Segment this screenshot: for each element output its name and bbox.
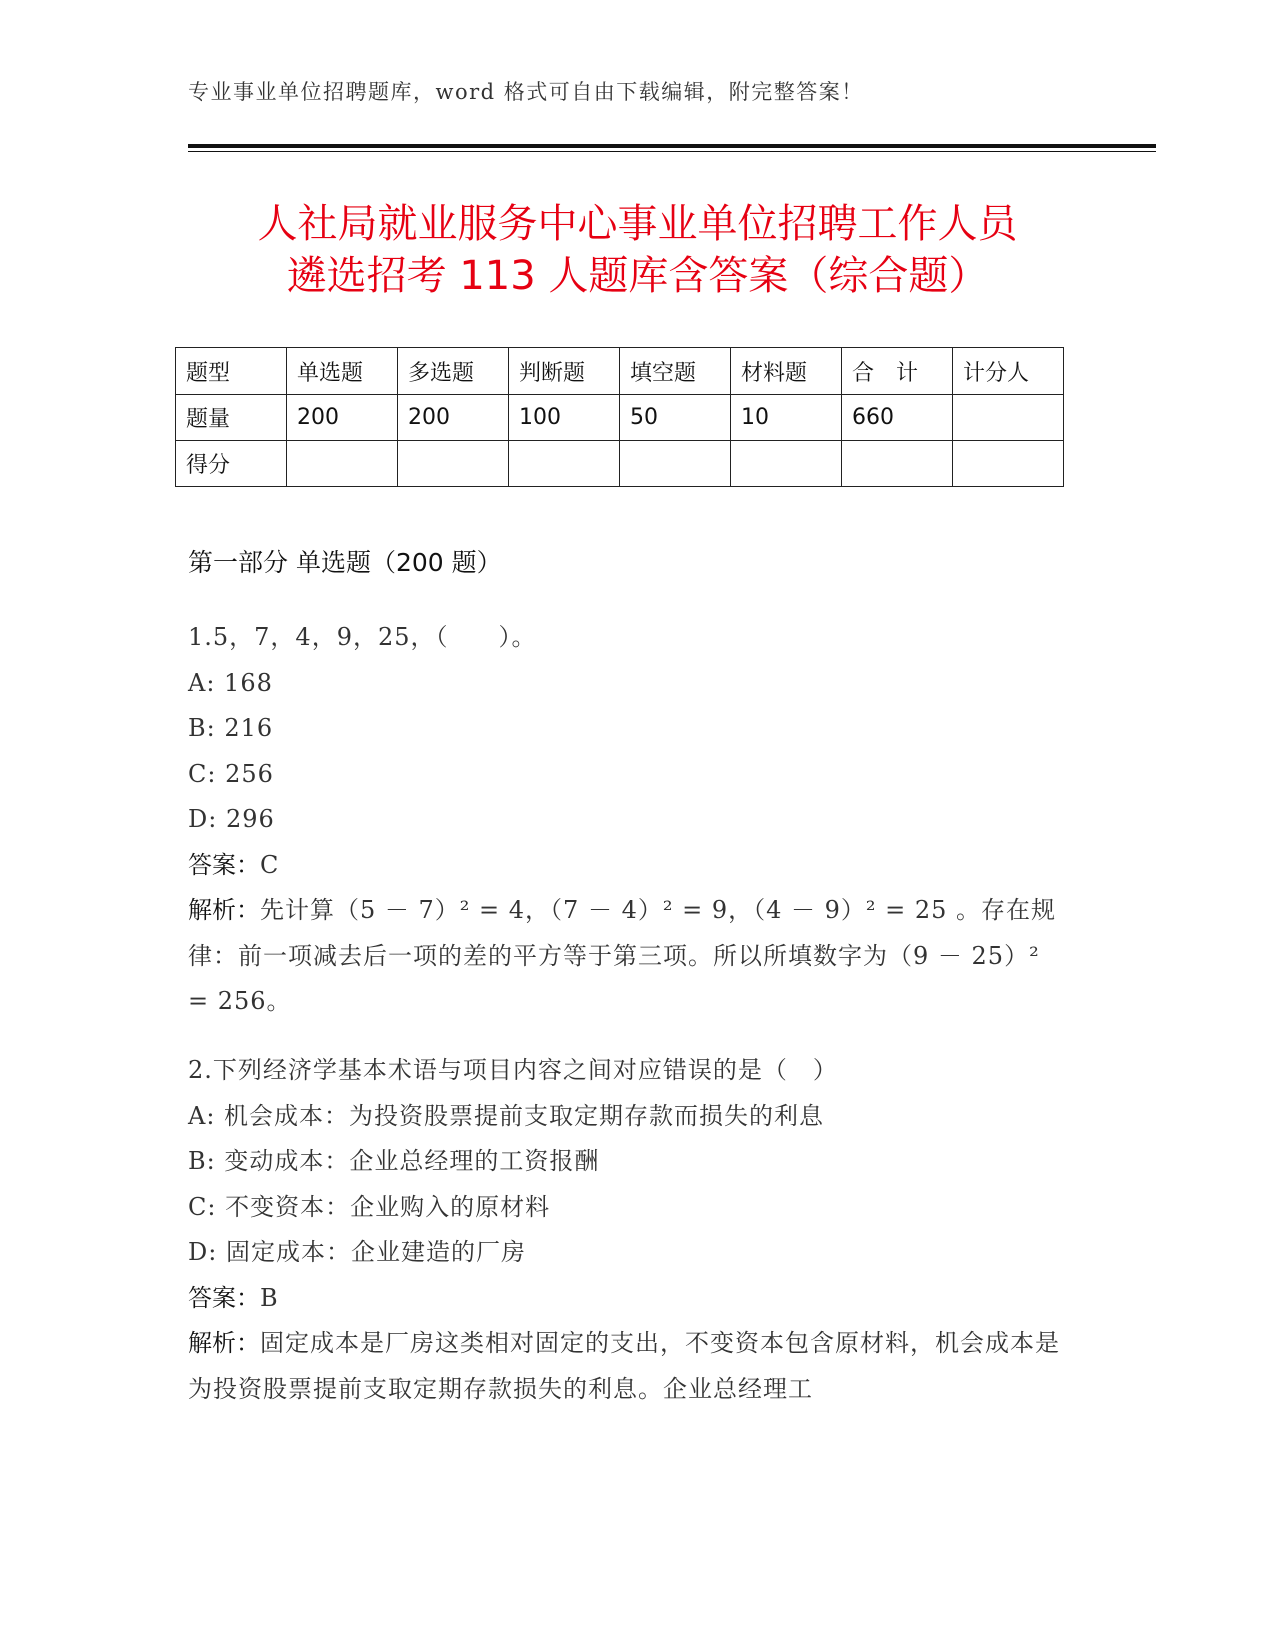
option-c: C: 256 bbox=[188, 759, 274, 788]
option-d: D: 296 bbox=[188, 805, 275, 833]
score-table-score-row bbox=[176, 441, 1064, 487]
table-cell: 材料题 bbox=[731, 348, 842, 395]
table-cell bbox=[509, 441, 620, 487]
title-line-2: 遴选招考 113 人题库含答案（综合题） bbox=[286, 253, 989, 299]
analysis-text: 固定成本是厂房这类相对固定的支出，不变资本包含原材料，机会成本是为投资股票提前支取定期存款损失的利息。企业总经理工 bbox=[188, 1329, 1060, 1403]
table-cell: 单选题 bbox=[287, 348, 398, 395]
document-title bbox=[120, 198, 1155, 302]
score-table-count-row bbox=[176, 395, 1064, 441]
option-a: A: 机会成本：为投资股票提前支取定期存款而损失的利息 bbox=[188, 1101, 825, 1130]
question-stem: 1.5，7，4，9，25，（ ）。 bbox=[188, 623, 537, 651]
header-note: 专业事业单位招聘题库，word 格式可自由下载编辑，附完整答案！ bbox=[188, 80, 864, 104]
option-c: C: 不变资本：企业购入的原材料 bbox=[188, 1192, 551, 1221]
analysis-label: 解析： bbox=[188, 1329, 260, 1357]
table-cell: 多选题 bbox=[398, 348, 509, 395]
analysis-text: 先计算（5 － 7）² = 4，（7 － 4）² = 9，（4 － 9）² = 25 。存在规律：前一项减去后一项的差的平方等于第三项。所以所填数字为（9 － 25）² = 256。 bbox=[188, 896, 1057, 1015]
option-b: B: 变动成本：企业总经理的工资报酬 bbox=[188, 1147, 600, 1175]
table-cell: 合 计 bbox=[842, 348, 953, 395]
table-cell bbox=[953, 395, 1064, 441]
answer-value: C bbox=[260, 850, 280, 879]
header-rule-thick bbox=[188, 144, 1156, 148]
answer-line bbox=[188, 843, 1068, 889]
answer-line bbox=[188, 1276, 1068, 1322]
question-1 bbox=[188, 615, 1068, 1025]
table-cell bbox=[953, 441, 1064, 487]
question-2 bbox=[188, 1048, 1068, 1412]
table-cell: 200 bbox=[287, 395, 398, 441]
table-cell: 题量 bbox=[176, 395, 287, 441]
score-table-header-row bbox=[176, 348, 1064, 395]
table-cell: 判断题 bbox=[509, 348, 620, 395]
table-cell: 200 bbox=[398, 395, 509, 441]
table-cell: 题型 bbox=[176, 348, 287, 395]
answer-value: B bbox=[260, 1283, 279, 1312]
option-b: B: 216 bbox=[188, 714, 274, 742]
score-table bbox=[175, 347, 1064, 487]
table-cell: 得分 bbox=[176, 441, 287, 487]
option-a: A: 168 bbox=[188, 668, 273, 697]
analysis-paragraph bbox=[188, 888, 1068, 1025]
table-cell: 计分人 bbox=[953, 348, 1064, 395]
table-cell bbox=[398, 441, 509, 487]
option-d: D: 固定成本：企业建造的厂房 bbox=[188, 1238, 526, 1266]
table-cell: 50 bbox=[620, 395, 731, 441]
section-heading: 第一部分 单选题（200 题） bbox=[188, 548, 502, 577]
analysis-paragraph bbox=[188, 1321, 1068, 1412]
table-cell bbox=[620, 441, 731, 487]
answer-label: 答案： bbox=[188, 1283, 260, 1312]
table-cell: 10 bbox=[731, 395, 842, 441]
table-cell bbox=[287, 441, 398, 487]
analysis-label: 解析： bbox=[188, 896, 260, 924]
header-rule-thin bbox=[188, 151, 1156, 152]
table-cell: 660 bbox=[842, 395, 953, 441]
table-cell bbox=[731, 441, 842, 487]
answer-label: 答案： bbox=[188, 850, 260, 879]
question-stem: 2.下列经济学基本术语与项目内容之间对应错误的是（ ） bbox=[188, 1056, 838, 1084]
table-cell: 100 bbox=[509, 395, 620, 441]
title-line-1: 人社局就业服务中心事业单位招聘工作人员 bbox=[257, 201, 1018, 247]
table-cell: 填空题 bbox=[620, 348, 731, 395]
table-cell bbox=[842, 441, 953, 487]
